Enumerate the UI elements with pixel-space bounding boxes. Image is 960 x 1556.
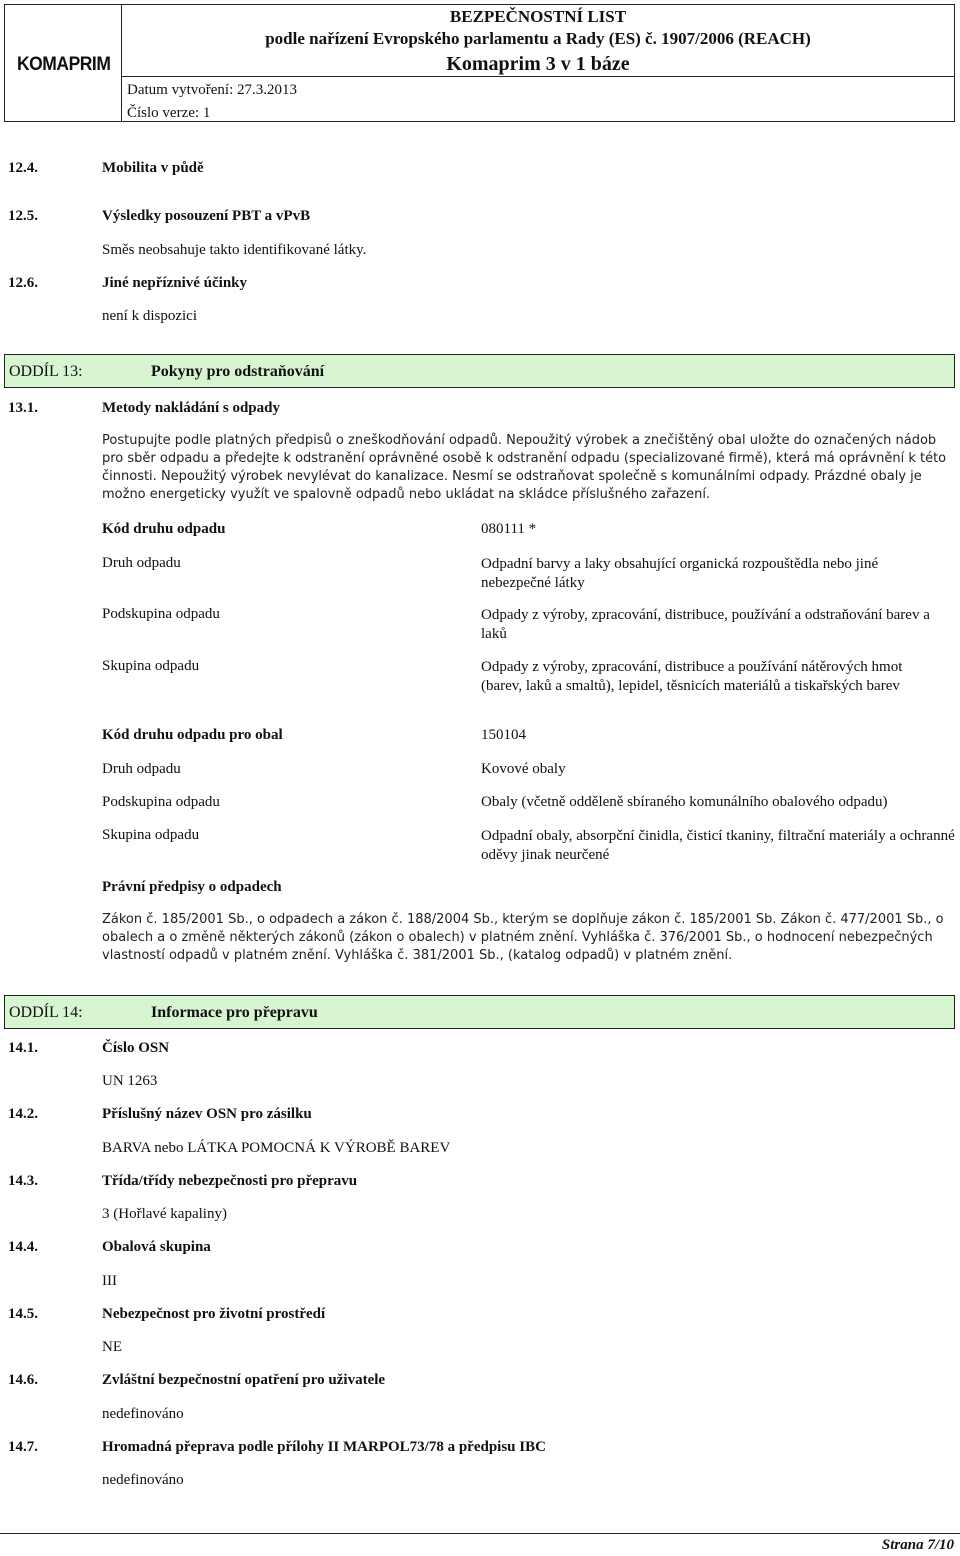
section-number: ODDÍL 14: [9, 1004, 83, 1021]
pack-code-value: 150104 [481, 727, 526, 743]
subsection-number: 14.6. [8, 1372, 38, 1388]
subsection-value: NE [102, 1339, 122, 1355]
subsection-title: Výsledky posouzení PBT a vPvB [102, 208, 311, 224]
header-divider [122, 76, 954, 77]
subsection-title: Hromadná přeprava podle přílohy II MARPOL73/78 a předpisu IBC [102, 1439, 546, 1455]
subsection-number: 13.1. [8, 400, 38, 416]
waste-row-value: Odpadní barvy a laky obsahující organická rozpouštědla nebo jiné nebezpečné látky [481, 556, 879, 591]
subsection-number: 14.4. [8, 1239, 38, 1255]
document-regulation: podle nařízení Evropského parlamentu a Rady (ES) č. 1907/2006 (REACH) [265, 29, 811, 48]
subsection-value: III [102, 1273, 117, 1289]
subsection-value: nedefinováno [102, 1406, 184, 1422]
subsection-value: UN 1263 [102, 1073, 158, 1089]
legal-title: Právní předpisy o odpadech [102, 879, 282, 895]
disposal-paragraph: Postupujte podle platných předpisů o zneškodňování odpadů. Nepoužitý výrobek a znečištěný obal uložte do označených nádob pro sběr odpadu a předejte k odstranění oprávněné osobě k odstranění odpadu (specializované firmě), která má oprávnění k této činnosti. Nepoužitý výrobek nevylévat do kanalizace. Nesmí se odstraňovat společně s komunálními odpady. Prázdné obaly je možno energeticky využít ve spalovně odpadů nebo ukládat na skládce příslušného zařazení. [102, 433, 947, 502]
logo-cell [5, 5, 122, 121]
subsection-value: BARVA nebo LÁTKA POMOCNÁ K VÝROBĚ BAREV [102, 1140, 451, 1156]
subsection-title: Číslo OSN [102, 1040, 170, 1056]
waste-code-value: 080111 * [481, 521, 537, 537]
section-number: ODDÍL 13: [9, 363, 83, 380]
subsection-title: Nebezpečnost pro životní prostředí [102, 1306, 326, 1322]
waste-row-label: Podskupina odpadu [102, 606, 220, 622]
subsection-title: Metody nakládání s odpady [102, 400, 280, 416]
creation-date: Datum vytvoření: 27.3.2013 [127, 82, 297, 98]
waste-row-value: Odpady z výroby, zpracování, distribuce, používání a odstraňování barev a laků [481, 607, 930, 642]
page-number: Strana 7/10 [881, 1537, 954, 1553]
subsection-text: Směs neobsahuje takto identifikované látky. [102, 242, 367, 258]
section-title: Informace pro přepravu [151, 1004, 318, 1021]
pack-row-value: Kovové obaly [481, 761, 566, 777]
subsection-text: není k dispozici [102, 308, 197, 324]
subsection-title: Příslušný název OSN pro zásilku [102, 1106, 312, 1122]
footer-divider [0, 1533, 960, 1534]
waste-code-label: Kód druhu odpadu [102, 521, 226, 537]
subsection-number: 12.4. [8, 160, 38, 176]
subsection-number: 14.1. [8, 1040, 38, 1056]
subsection-title: Jiné nepříznivé účinky [102, 275, 248, 291]
waste-row-label: Skupina odpadu [102, 658, 200, 674]
document-title: BEZPEČNOSTNÍ LIST [449, 7, 627, 26]
subsection-title: Zvláštní bezpečnostní opatření pro uživatele [102, 1372, 386, 1388]
section-13-bar [4, 354, 955, 388]
waste-row-label: Druh odpadu [102, 555, 181, 571]
pack-row-label: Skupina odpadu [102, 827, 200, 843]
pack-row-value: Obaly (včetně odděleně sbíraného komunálního obalového odpadu) [481, 794, 888, 810]
subsection-value: 3 (Hořlavé kapaliny) [102, 1206, 227, 1222]
company-logo: KOMAPRIM [17, 54, 111, 75]
pack-row-value: Odpadní obaly, absorpční činidla, čisticí tkaniny, filtrační materiály a ochranné oděvy jinak neurčené [481, 828, 955, 863]
subsection-number: 12.6. [8, 275, 38, 291]
waste-row-value: Odpady z výroby, zpracování, distribuce a používání nátěrových hmot (barev, laků a smaltů), lepidel, těsnicích materiálů a tiskařských barev [481, 659, 903, 694]
product-name: Komaprim 3 v 1 báze [446, 53, 630, 75]
pack-row-label: Podskupina odpadu [102, 794, 220, 810]
section-title: Pokyny pro odstraňování [151, 363, 325, 380]
subsection-title: Obalová skupina [102, 1239, 211, 1255]
pack-code-label: Kód druhu odpadu pro obal [102, 727, 283, 743]
subsection-number: 14.2. [8, 1106, 38, 1122]
subsection-number: 14.3. [8, 1173, 38, 1189]
subsection-title: Třída/třídy nebezpečnosti pro přepravu [102, 1173, 358, 1189]
subsection-value: nedefinováno [102, 1472, 184, 1488]
legal-text: Zákon č. 185/2001 Sb., o odpadech a zákon č. 188/2004 Sb., kterým se doplňuje zákon č. 185/2001 Sb. Zákon č. 477/2001 Sb., o obalech a o změně některých zákonů (zákon o obalech) v platném znění. Vyhláška č. 376/2001 Sb., o hodnocení nebezpečných vlastností odpadů v platném znění. Vyhláška č. 381/2001 Sb., (katalog odpadů) v platném znění. [102, 912, 944, 963]
pack-row-label: Druh odpadu [102, 761, 181, 777]
version-number: Číslo verze: 1 [127, 105, 211, 121]
subsection-number: 14.7. [8, 1439, 38, 1455]
subsection-title: Mobilita v půdě [102, 160, 204, 176]
section-14-bar [4, 995, 955, 1029]
subsection-number: 12.5. [8, 208, 38, 224]
document-header [4, 4, 955, 122]
subsection-number: 14.5. [8, 1306, 38, 1322]
